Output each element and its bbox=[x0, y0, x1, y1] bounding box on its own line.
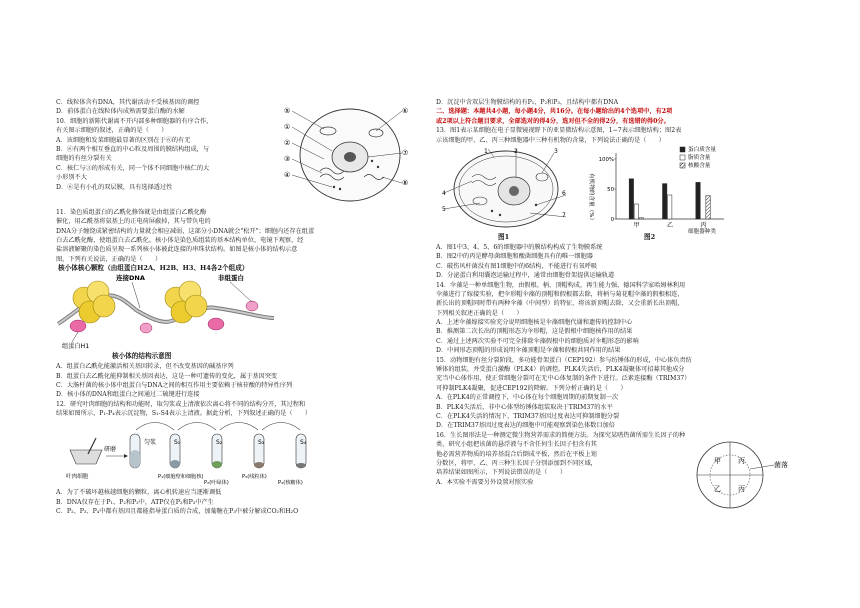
q14-option-c: C．通过上述两次实验不可完全排除伞藻假根中的细胞质对伞帽形态的影响 bbox=[436, 337, 639, 345]
cell-label: ③ bbox=[284, 154, 291, 163]
animal-cell-diagram bbox=[284, 101, 410, 208]
q11-option-b: B．组蛋白去乙酰化能抑制相关基因表达，这是一种可遗传的变化，属于基因突变 bbox=[56, 372, 278, 380]
q15-stem: 可抑制PLK4凝聚，促进CEP192的降解。下列分析正确的是（ ） bbox=[436, 384, 627, 392]
figure-2-caption: 图2 bbox=[644, 232, 656, 241]
tube-bottom-label: P₄(核糖体) bbox=[278, 480, 303, 487]
y-tick-label: 50 bbox=[607, 186, 614, 193]
q14-option-d: D．中间形态顶帽的形成说明伞藻顶帽是伞藻和假根共同作用的结果 bbox=[436, 347, 621, 355]
fig1-label: 3 bbox=[554, 147, 558, 155]
q12-option-b: B．DNA仅存在于P₁、P₂和P₃中，ATP仅在P₂和P₃中产生 bbox=[56, 498, 214, 506]
tube-top-label: S₁ bbox=[174, 439, 181, 447]
bar bbox=[629, 179, 633, 219]
q10-option-d: D．⑥是有小孔的双层膜，具有选择透过性 bbox=[56, 183, 173, 191]
tube-bottom-label: 叶肉细胞 bbox=[66, 474, 89, 481]
bar bbox=[663, 184, 667, 219]
q14-stem: 新长出的顶帽同时带有两种伞藻（中间型）的特征，将该新顶帽去除，又会重新长出顶帽， bbox=[436, 300, 684, 308]
linker-dna-label: 连接DNA bbox=[116, 274, 145, 283]
q11-stem: DNA分子缠绕成紧密结构的力量就会相应减弱，这部分小DNA就会"松开"；细胞内还存在组蛋 bbox=[56, 227, 315, 235]
category-labels bbox=[634, 221, 707, 229]
cell-label: ⑤ bbox=[284, 106, 291, 115]
q12-option-a: A．为了不破坏越核越细胞的颗粒，离心机转速应当逐渐调低 bbox=[56, 489, 222, 497]
q10-option-a: A．该细胞和发菜细胞最显著的区别在于⑥的有无 bbox=[56, 136, 191, 144]
histone-h1 bbox=[70, 320, 86, 332]
q12-option-c: C．P₂、P₃、P₄中都有基因且都能指导蛋白质的合成，加葡糖在P₃中被分解成CO₂和H₂O bbox=[56, 508, 299, 516]
q10-option-b: 细胞的有丝分裂有关 bbox=[56, 155, 112, 163]
x-axis-label: 细胞器种类 bbox=[688, 228, 716, 235]
fig1-label: 1 bbox=[484, 147, 488, 155]
bar bbox=[706, 196, 710, 219]
mortar-icon bbox=[70, 450, 102, 464]
legend-label: 蛋白质含量 bbox=[688, 146, 716, 153]
q13-stem: 示该细胞的甲、乙、丙三种细胞器中三种有机物的含量，下列说法正确的是（ ） bbox=[436, 136, 665, 144]
colony-label: 菌落 bbox=[774, 460, 788, 469]
q13-option-a: A．图1中3、4、5、6的细胞器中的膜结构构成了生物膜系统 bbox=[436, 243, 603, 251]
q16-stem: 他必需营养物质的培养基混合后倒成平板，然后在平板上划 bbox=[436, 450, 597, 458]
q12-stem: 结果如图所示，P₁-P₄表示沉淀物，S₁-S4表示上清液。据此分析，下列叙述正确的是（ ） bbox=[56, 410, 312, 418]
q11-stem: 白去乙酰化酶，使组蛋白去乙酰化。核小体是染色质组装的基本结构单位，电镜下观察，经 bbox=[56, 236, 304, 244]
q10-stem: 有关图示细胞的叙述，正确的是（ ） bbox=[56, 127, 168, 135]
category-label: 乙 bbox=[666, 221, 674, 229]
chart-legend bbox=[680, 145, 716, 169]
question-16 bbox=[436, 431, 812, 493]
q15-option-d: D．在TRIM37基因过度表达的细胞中可能观察到染色体数目加倍 bbox=[436, 422, 615, 430]
q14-stem: 14．伞藻是一种单细胞生物，由假根、柄、顶帽构成，再生能力强，德国科学家哈姆林利用 bbox=[436, 281, 686, 289]
fig1-label: 2 bbox=[514, 147, 518, 155]
nucleosome-diagram bbox=[56, 272, 276, 350]
tube bbox=[130, 434, 140, 468]
bar-series bbox=[629, 179, 710, 219]
q11-option-d: D．核小体的DNA和组蛋白之间通过二硫键进行连接 bbox=[56, 391, 200, 399]
non-histone-label: 非组蛋白 bbox=[218, 274, 244, 283]
q13-figures bbox=[436, 145, 812, 243]
y-tick-label: 100% bbox=[598, 156, 614, 163]
section-2-heading: 二、选择题：本题共4小题，每小题4分，共16分。在每小题给出的4个选项中，有2项 bbox=[436, 108, 673, 116]
q14-option-a: A．上述伞藻嫁接实验充分说明细胞核是伞藻细胞代谢和遗传的控制中心 bbox=[436, 319, 633, 327]
q16-option-a: A．本实验不需要另外设置对照实验 bbox=[436, 478, 534, 486]
legend-swatch bbox=[680, 163, 685, 168]
tube-bottom-label: P₁(细胞壁和细胞核) bbox=[158, 474, 204, 481]
q14-stem: 下列相关叙述正确的是（ ） bbox=[436, 309, 523, 317]
q16-stem: 分数区，将甲、乙、丙三种生长因子分别添加到不同区域， bbox=[436, 459, 597, 467]
histone-h1 bbox=[208, 318, 224, 330]
fig1-label: 7 bbox=[562, 211, 566, 219]
q16-stem: 类，研究小组把该菌的悬浮液与不含任何生长因子但含有其 bbox=[436, 441, 597, 449]
fig1-label: 5 bbox=[442, 205, 446, 213]
q9-option-d: D．前体蛋白在线粒体内成熟需要蛋白酶的水解 bbox=[56, 108, 185, 116]
cell-label: ⑥ bbox=[402, 106, 409, 115]
grind-label: 研磨 bbox=[104, 446, 117, 454]
section-2-heading: 或2项以上符合题目要求，全部选对的得4分，选对但不全的得2分，有选错的得0分。 bbox=[436, 117, 670, 125]
cell-label: ④ bbox=[284, 170, 291, 179]
cell-label: ⑧ bbox=[402, 178, 409, 187]
q15-option-b: B．PLK4失活后，非中心体型纺锤体组装取决于TRIM37的水平 bbox=[436, 403, 613, 411]
fig1-label: 6 bbox=[562, 189, 566, 197]
figure-1-cell bbox=[442, 147, 570, 237]
q15-stem: 15．动物细胞有丝分裂阶段，多功能骨架蛋白（CEP192）参与纺锤体的形成，中心体负责纺 bbox=[436, 356, 692, 364]
q11-stem: 11．染色质组蛋白的乙酰化修饰就是由组蛋白乙酰化酶 bbox=[56, 208, 207, 216]
histone-core-2 bbox=[165, 281, 207, 323]
q15-option-a: A．在PLK4的正常调控下，中心体在每个细胞周期的前期复制一次 bbox=[436, 394, 619, 402]
histone-core-1 bbox=[73, 281, 115, 323]
y-ticks bbox=[599, 157, 616, 223]
q10-stem: 10．细胞的新陈代谢离不开内部多种细胞器的有序合作， bbox=[56, 117, 213, 125]
histone-h1-label: 组蛋白H1 bbox=[62, 343, 90, 351]
q11-stem: 催化，用乙酰基将氨基上的正电荷屏蔽掉，其与带负电的 bbox=[56, 218, 211, 226]
category-label: 丙 bbox=[700, 221, 707, 229]
q14-stem: 伞藻进行了嫁接实验，把伞形帽伞藻的顶帽和假根都去除，将柄与菊花帽伞藻的假根相连， bbox=[436, 290, 684, 298]
region-label: 甲 bbox=[714, 456, 721, 465]
q11-option-a: A．组蛋白乙酰化能激活相关基因转录，但不改变基因的碱基序列 bbox=[56, 363, 234, 371]
q12-option-d: D．沉淀中含双层生物膜结构的有P₁、P₂和P₃，且结构中都有DNA bbox=[436, 99, 619, 106]
q9-option-c: C．线粒体含有DNA，其代谢活动不受核基因的调控 bbox=[56, 99, 200, 106]
y-tick-label: 0 bbox=[610, 216, 614, 223]
q13-option-c: C．破伤风杆菌没有图1细胞中的6结构，不能进行有氧呼吸 bbox=[436, 262, 598, 270]
q15-option-c: C．在PLK4失活的情况下，TRIM37基因过度表达可抑制细胞分裂 bbox=[436, 412, 620, 420]
q10-option-c: C．核仁与③的形成有关，同一个体不同细胞中核仁的大 bbox=[56, 164, 210, 172]
tube-bottom-label: P₂(叶绿体) bbox=[204, 480, 229, 487]
q11-stem: 盐溶液解聚的染色质呈现一系列核小体被此连接的串珠状结构。如图是核小体的结构示意 bbox=[56, 246, 298, 254]
bar bbox=[668, 195, 672, 219]
q12-stem: 12．研究叶肉细胞的结构和功能时，取匀浆或上清液依次离心将不同的结构分开，其过程和 bbox=[56, 400, 306, 408]
tube-top-label: S₂ bbox=[216, 439, 223, 447]
figure-caption: 核小体的结构示意图 bbox=[112, 352, 172, 361]
cell-label: ⑦ bbox=[402, 148, 409, 157]
category-label: 甲 bbox=[633, 221, 640, 229]
tube-top-label: S₄ bbox=[300, 439, 307, 447]
bar bbox=[639, 218, 643, 219]
fig1-label: 4 bbox=[442, 189, 446, 197]
q11-stem: 图，下列有关说法，正确的是（ ） bbox=[56, 255, 162, 263]
q16-stem: 培养结果如图所示，下列说法错误的是（ ） bbox=[436, 469, 566, 477]
tube-top-label: 匀浆 bbox=[144, 439, 157, 447]
cell-label: ① bbox=[284, 122, 291, 131]
figure-1-caption: 图1 bbox=[498, 232, 510, 241]
region-label: 丙 bbox=[738, 456, 745, 465]
region-label: 乙 bbox=[714, 484, 721, 493]
nucleosome-figure bbox=[56, 264, 428, 362]
legend-swatch bbox=[680, 147, 685, 152]
figure-2-bar-chart bbox=[584, 145, 734, 241]
legend-label: 脂质含量 bbox=[688, 154, 711, 161]
centrifuge-diagram bbox=[66, 420, 316, 486]
q16-stem: 16．生长图形法是一种测定微生物营养需求的简便方法。为探究某嗜热菌所需生长因子的种 bbox=[436, 431, 686, 439]
cell-label: ② bbox=[284, 138, 291, 147]
tube-bottom-label: P₃(线粒体) bbox=[242, 474, 267, 481]
right-column bbox=[436, 98, 812, 493]
left-column bbox=[56, 98, 428, 517]
legend-swatch bbox=[680, 155, 685, 160]
legend-label: 核酸含量 bbox=[688, 162, 711, 169]
non-histone-protein bbox=[246, 301, 258, 311]
region-label: 丙 bbox=[738, 484, 745, 493]
q11-option-c: C．大肠杆菌的核小体中组蛋白与DNA之间的相互作用主要依赖于核苷酸的特异性序列 bbox=[56, 381, 293, 389]
q14-option-b: B．推测第二次长出的顶帽形态为伞形帽，这是假根中细胞核作用的结果 bbox=[436, 328, 633, 336]
q15-stem: 锤体的组装，并受蛋白激酶（PLK4）的调控。PLK4失活后，PLK4凝聚体可招募其他成分 bbox=[436, 366, 685, 374]
bar bbox=[634, 204, 638, 219]
centrifuge-figure bbox=[56, 418, 428, 488]
y-axis-label: 有机物的含量（%） bbox=[588, 172, 594, 224]
figure-title: 核小体核心颗粒（由组蛋白H2A、H2B、H3、H4各2个组成） bbox=[58, 264, 249, 273]
q10-option-c: 小形别不大 bbox=[56, 174, 87, 182]
q13-option-b: B．图2中的丙是酵母菌细胞和酸菌细胞具有的唯一细胞器 bbox=[436, 253, 593, 261]
q13-option-d: D．分泌蛋白利用囊泡运输过程中，通常由细胞骨架提供运输轨道 bbox=[436, 272, 615, 280]
q10-option-b: B．⑥有两个相互垂直的中心粒及周围的膜结构组成，与 bbox=[56, 145, 210, 153]
bar bbox=[696, 182, 700, 219]
non-histone-protein bbox=[140, 323, 152, 333]
tube-top-label: S₃ bbox=[258, 439, 265, 447]
q13-stem: 13．图1表示某细胞在电子显微镜视野下的亚显微结构示意图，1−7表示细胞结构；图2表 bbox=[436, 127, 682, 135]
q15-stem: 充当中心体作用，使正常细胞分裂可在无中心体复制的条件下进行。泛素连接酶（TRIM37） bbox=[436, 375, 691, 383]
petri-dish-diagram bbox=[686, 439, 806, 511]
